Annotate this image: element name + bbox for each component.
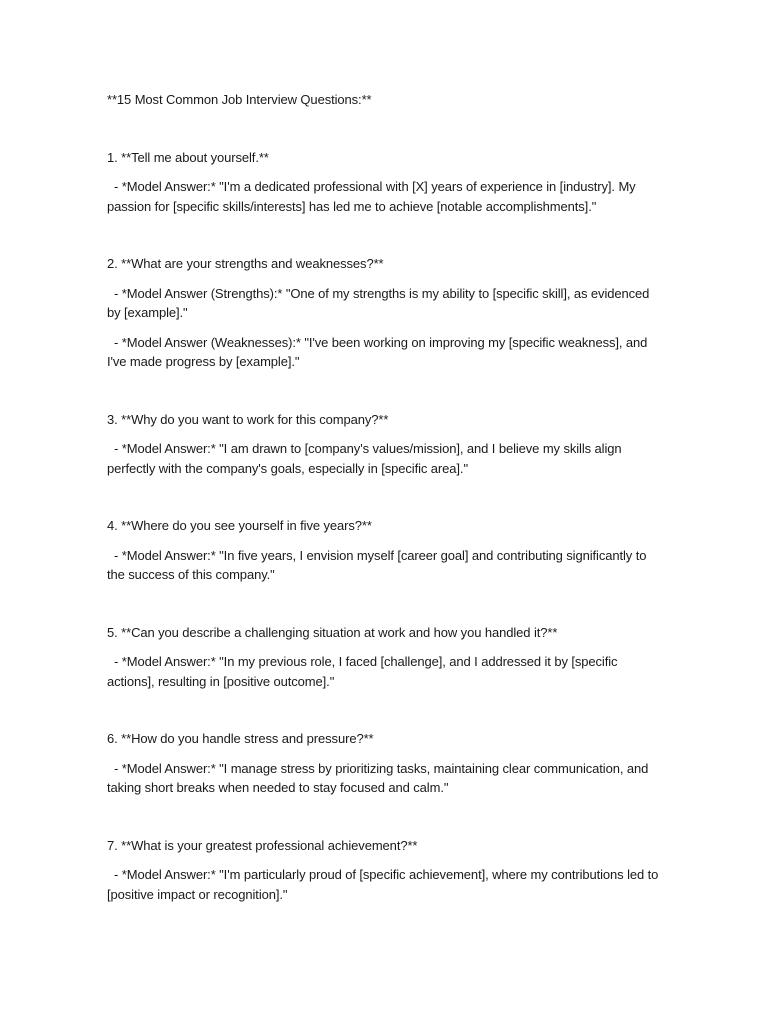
question-block: [107, 729, 663, 798]
model-answer: - *Model Answer (Strengths):* "One of my strengths is my ability to [specific skill], as evidenced by [example].": [107, 285, 653, 320]
question-block: [107, 410, 663, 479]
document-body: [107, 90, 663, 914]
question-text: 6. **How do you handle stress and pressure?**: [107, 731, 374, 746]
model-answer: - *Model Answer:* "I am drawn to [company's values/mission], and I believe my skills align perfectly with the company's goals, especially in [specific area].": [107, 441, 626, 476]
document-title: **15 Most Common Job Interview Questions:**: [107, 92, 372, 107]
model-answer: - *Model Answer (Weaknesses):* "I've been working on improving my [specific weakness], and I've made progress by [example].": [107, 334, 651, 369]
question-text: 4. **Where do you see yourself in five years?**: [107, 518, 372, 533]
question-text: 1. **Tell me about yourself.**: [107, 149, 269, 165]
question-text: 3. **Why do you want to work for this company?**: [107, 411, 389, 427]
question-block: [107, 516, 663, 585]
model-answer: - *Model Answer:* "In five years, I envision myself [career goal] and contributing significantly to the success of this company.": [107, 547, 650, 582]
question-block: [107, 836, 663, 905]
model-answer: - *Model Answer:* "I manage stress by prioritizing tasks, maintaining clear communication, and taking short breaks when needed to stay focused and calm.": [107, 760, 652, 795]
question-block: [107, 148, 663, 217]
question-text: 5. **Can you describe a challenging situation at work and how you handled it?**: [107, 624, 558, 640]
question-block: [107, 623, 663, 692]
model-answer: - *Model Answer:* "I'm a dedicated professional with [X] years of experience in [industry]. My passion for [specific skills/interests] has led me to achieve [notable accomplishments].": [107, 179, 640, 214]
model-answer: - *Model Answer:* "In my previous role, I faced [challenge], and I addressed it by [specific actions], resulting in [positive outcome].": [107, 654, 621, 689]
question-block: [107, 254, 663, 372]
model-answer: - *Model Answer:* "I'm particularly proud of [specific achievement], where my contributions led to [positive impact or recognition].": [107, 867, 662, 902]
question-text: 2. **What are your strengths and weaknesses?**: [107, 256, 384, 271]
question-text: 7. **What is your greatest professional achievement?**: [107, 837, 418, 853]
